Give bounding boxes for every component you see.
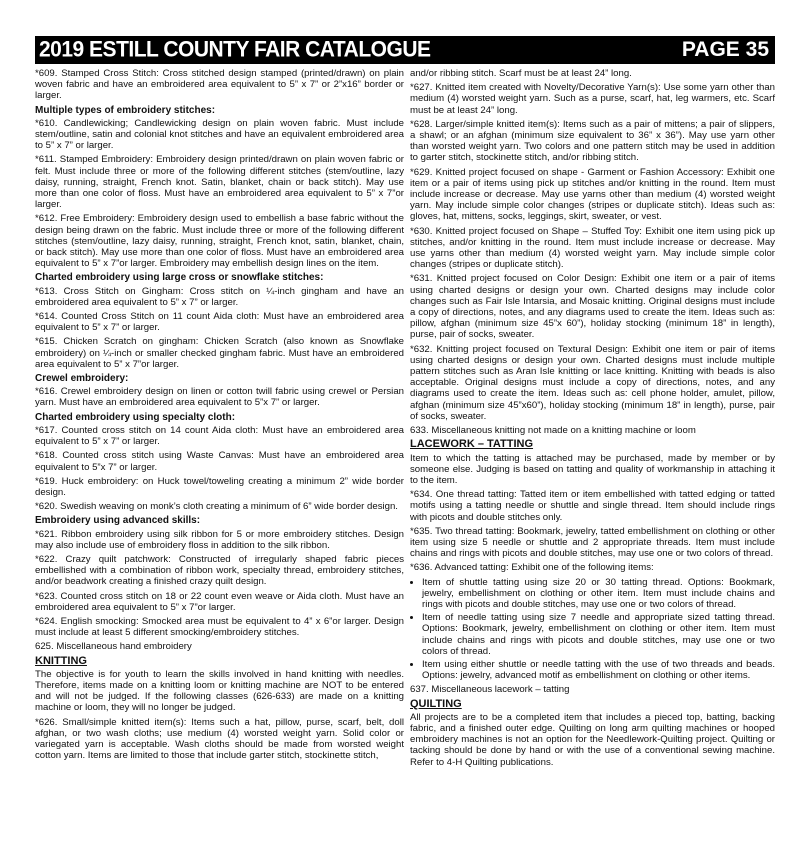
bullet-list: [410, 577, 775, 682]
paragraph: *631. Knitted project focused on Color Design: Exhibit one item or a pair of items using charted designs or design your own. Charted designs may include color changes such as Fair Isle Intarsia, and Mosaic knitting. Original designs must include a copy of directions, notes, and any diagrams used to create the item. Ideas such as: pillow, afghan (minimum size 45”x 60”), holiday stocking (minimum 18” in length), purse, pair of socks, sweater.: [410, 273, 775, 341]
paragraph: All projects are to be a completed item that includes a pieced top, batting, backing fabric, and a finished outer edge. Quilting on long arm quilting machines or hooped embroidery machines is not an option for the Needlework-Quilting project. Quilting or tacking should be done by hand or with the use of a conventional sewing machine. Refer to 4-H Quilting publications.: [410, 711, 775, 768]
paragraph: *614. Counted Cross Stitch on 11 count Aida cloth: Must have an embroidered area equivalent to 5” x 7” or larger.: [35, 311, 404, 334]
section-heading: LACEWORK – TATTING: [410, 438, 534, 451]
paragraph: Item to which the tatting is attached may be purchased, made by member or by someone else. Judging is based on tatting and quality of workmanship in attaching it to the item.: [410, 452, 775, 486]
paragraph: *622. Crazy quilt patchwork: Constructed of irregularly shaped fabric pieces embellished with a combination of ribbon work, specialty thread, embroidery stitches, and/or beadwork creating a finished crazy quilt design.: [35, 553, 404, 588]
paragraph: The objective is for youth to learn the skills involved in hand knitting with needles. Therefore, items made on a knitting loom or knitting machine are NOT to be entered and will not be judged. If the following classes (626-633) are made on a knitting machine or loom, they will no longer be judged.: [35, 668, 404, 714]
paragraph: *620. Swedish weaving on monk’s cloth creating a minimum of 6” wide border design.: [35, 501, 398, 513]
paragraph: *623. Counted cross stitch on 18 or 22 count even weave or Aida cloth. Must have an embroidered area equivalent to 5” x 7”or larger.: [35, 590, 404, 613]
subheading: Crewel embroidery:: [35, 373, 129, 385]
paragraph: *616. Crewel embroidery design on linen or cotton twill fabric using crewel or Persian yarn. Must have an embroidered area equivalent to 5”x 7” or larger.: [35, 386, 404, 409]
paragraph: *611. Stamped Embroidery: Embroidery design printed/drawn on plain woven fabric or felt. Must include three or more of the following different stitches (stem/outline, lazy daisy, running, straight, French knot. Satin, blanket, chain or back stitch). May use more than one color of floss. Must have an embroidered area equivalent to 5” x 7”or larger.: [35, 154, 404, 211]
subheading: Multiple types of embroidery stitches:: [35, 104, 216, 116]
paragraph: *612. Free Embroidery: Embroidery design used to embellish a base fabric without the design being drawn on the fabric. Must include three or more of the following different stitches (stem/outline, lazy daisy, running, straight, French knot, satin, blanket, chain, or back stitch). May use more than one color of floss. Must have an embroidered area equivalent to 5” x 7”or larger. Embroidery may embellish design lines on the item.: [35, 213, 404, 270]
paragraph: *636. Advanced tatting: Exhibit one of the following items:: [410, 562, 654, 574]
list-item: • Item using either shuttle or needle tatting with the use of two threads and beads. Options: jewelry, advanced motif as embellishment on clothing or other items.: [422, 659, 775, 681]
paragraph: *621. Ribbon embroidery using silk ribbon for 5 or more embroidery stitches. Design may also include use of embroidery floss in addition to the silk ribbon.: [35, 528, 404, 551]
paragraph: 633. Miscellaneous knitting not made on a knitting machine or loom: [410, 425, 696, 437]
paragraph: *610. Candlewicking; Candlewicking design on plain woven fabric. Must include stem/outline, satin and colonial knot stitches and have an equivalent embroidered area to 5” x 7” or larger.: [35, 117, 404, 152]
subheading: Charted embroidery using specialty cloth:: [35, 411, 236, 423]
left-column: [35, 68, 404, 764]
paragraph: *613. Cross Stitch on Gingham: Cross stitch on ¼-inch gingham and have an embroidered area equivalent to 5” x 7” or larger.: [35, 285, 404, 308]
paragraph: *626. Small/simple knitted item(s): Items such a hat, pillow, purse, scarf, belt, doll afghan, or two wash cloths; use medium (4) worsted weight yarn. Solid color or variegated yarn is acceptable. Wash cloths should be made from worsted weight cotton yarn. Items are limited to those that include garter stitch, stockinette stitch,: [35, 716, 404, 762]
paragraph: *617. Counted cross stitch on 14 count Aida cloth: Must have an embroidered area equivalent to 5” x 7” or larger.: [35, 424, 404, 448]
paragraph: *624. English smocking: Smocked area must be equivalent to 4” x 6”or larger. Design must include at least 5 different smocking/embroidery stitches.: [35, 615, 404, 639]
paragraph: *618. Counted cross stitch using Waste Canvas: Must have an embroidered area equivalent to 5”x 7” or larger.: [35, 450, 404, 473]
paragraph: 637. Miscellaneous lacework – tatting: [410, 684, 570, 696]
paragraph: *629. Knitted project focused on shape - Garment or Fashion Accessory: Exhibit one item or a pair of items using pick up stitches and/or knitting in the round. Item must include increase or decrease. May use yarns other than medium (4) worsted weight yarn. May include simple color changes (stripes or duplicate stitch). Ideas such as: gloves, hat, mittens, socks, leggings, skirt, sweater, or vest.: [410, 166, 775, 223]
paragraph: 625. Miscellaneous hand embroidery: [35, 641, 192, 653]
paragraph: *609. Stamped Cross Stitch: Cross stitched design stamped (printed/drawn) on plain woven fabric and have an embroidered area equivalent to 5” x 7” or 2”x16” border or larger.: [35, 68, 404, 102]
list-item: • Item of needle tatting using size 7 needle and appropriate sized tatting thread. Options: Bookmark, jewelry, embellishment on clothing or other item. Item must include chains and rings with picots and double stitches, may use one or two colors of thread.: [422, 612, 775, 657]
paragraph: *619. Huck embroidery: on Huck towel/toweling creating a minimum 2” wide border design.: [35, 475, 404, 498]
list-item: • Item of shuttle tatting using size 20 or 30 tatting thread. Options: Bookmark, jewelry, embellishment on clothing or other item. Item must include chains and rings with picots and double stitches, may use one or two colors of thread.: [422, 577, 775, 611]
catalogue-title: 2019 ESTILL COUNTY FAIR CATALOGUE: [39, 37, 431, 62]
paragraph: *634. One thread tatting: Tatted item or item embellished with tatted edging or tatted motifs using a tatting needle or shuttle and single thread. Item should include rings with picots and double stitches only.: [410, 489, 775, 523]
paragraph: *632. Knitting project focused on Textural Design: Exhibit one item or pair of items using charted designs or design your own. Charted designs must include multiple pattern stitches such as Aran Isle knitting or lace knitting. Knitting with beads is also acceptable. Original designs must include a copy of directions, notes, and any diagrams used to create the item. Ideas such as: cell phone holder, amulet, pillow, afghan (minimum size 45”x60”), holiday stocking (minimum 18” in length), purse, pair of socks, sweater.: [410, 343, 775, 422]
subheading: Embroidery using advanced skills:: [35, 515, 201, 527]
paragraph: *615. Chicken Scratch on gingham: Chicken Scratch (also known as Snowflake embroidery) on ¼-inch or smaller checked gingham fabric. Must have an embroidered area equivalent to 5” x 7”or larger.: [35, 336, 404, 370]
page-header: [35, 36, 775, 64]
paragraph: *628. Larger/simple knitted item(s): Items such as a pair of mittens; a pair of slippers, a shawl; or an afghan (minimum size equivalent to 36” x 36”). May use yarn other than worsted weight yarn. Two colors and one pattern stitch may be used in addition to garter stitch, stockinette stitch, and/or ribbing stitch.: [410, 118, 775, 164]
page-number: PAGE 35: [681, 38, 769, 61]
paragraph: *627. Knitted item created with Novelty/Decorative Yarn(s): Use some yarn other than medium (4) worsted weight yarn. Such as a purse, scarf, hat, leg warmers, etc. Scarf must be at least 24” long.: [410, 82, 775, 116]
subheading: Charted embroidery using large cross or snowflake stitches:: [35, 272, 324, 284]
right-column: [410, 68, 775, 771]
section-heading: KNITTING: [35, 654, 87, 667]
paragraph: and/or ribbing stitch. Scarf must be at least 24” long.: [410, 68, 632, 79]
paragraph: *630. Knitted project focused on Shape – Stuffed Toy: Exhibit one item using pick up stitches, and/or knitting in the round. Item must include increase or decrease. May use yarns other than medium (4) worsted weight yarn. May include simple color changes (stripes or duplicate stitch).: [410, 225, 775, 271]
paragraph: *635. Two thread tatting: Bookmark, jewelry, tatted embellishment on clothing or other item using size 5 needle or shuttle and 2 appropriate threads. Item must include chains and rings with picots and double stitches, may use one or two colors of thread.: [410, 525, 775, 560]
section-heading: QUILTING: [410, 697, 462, 710]
